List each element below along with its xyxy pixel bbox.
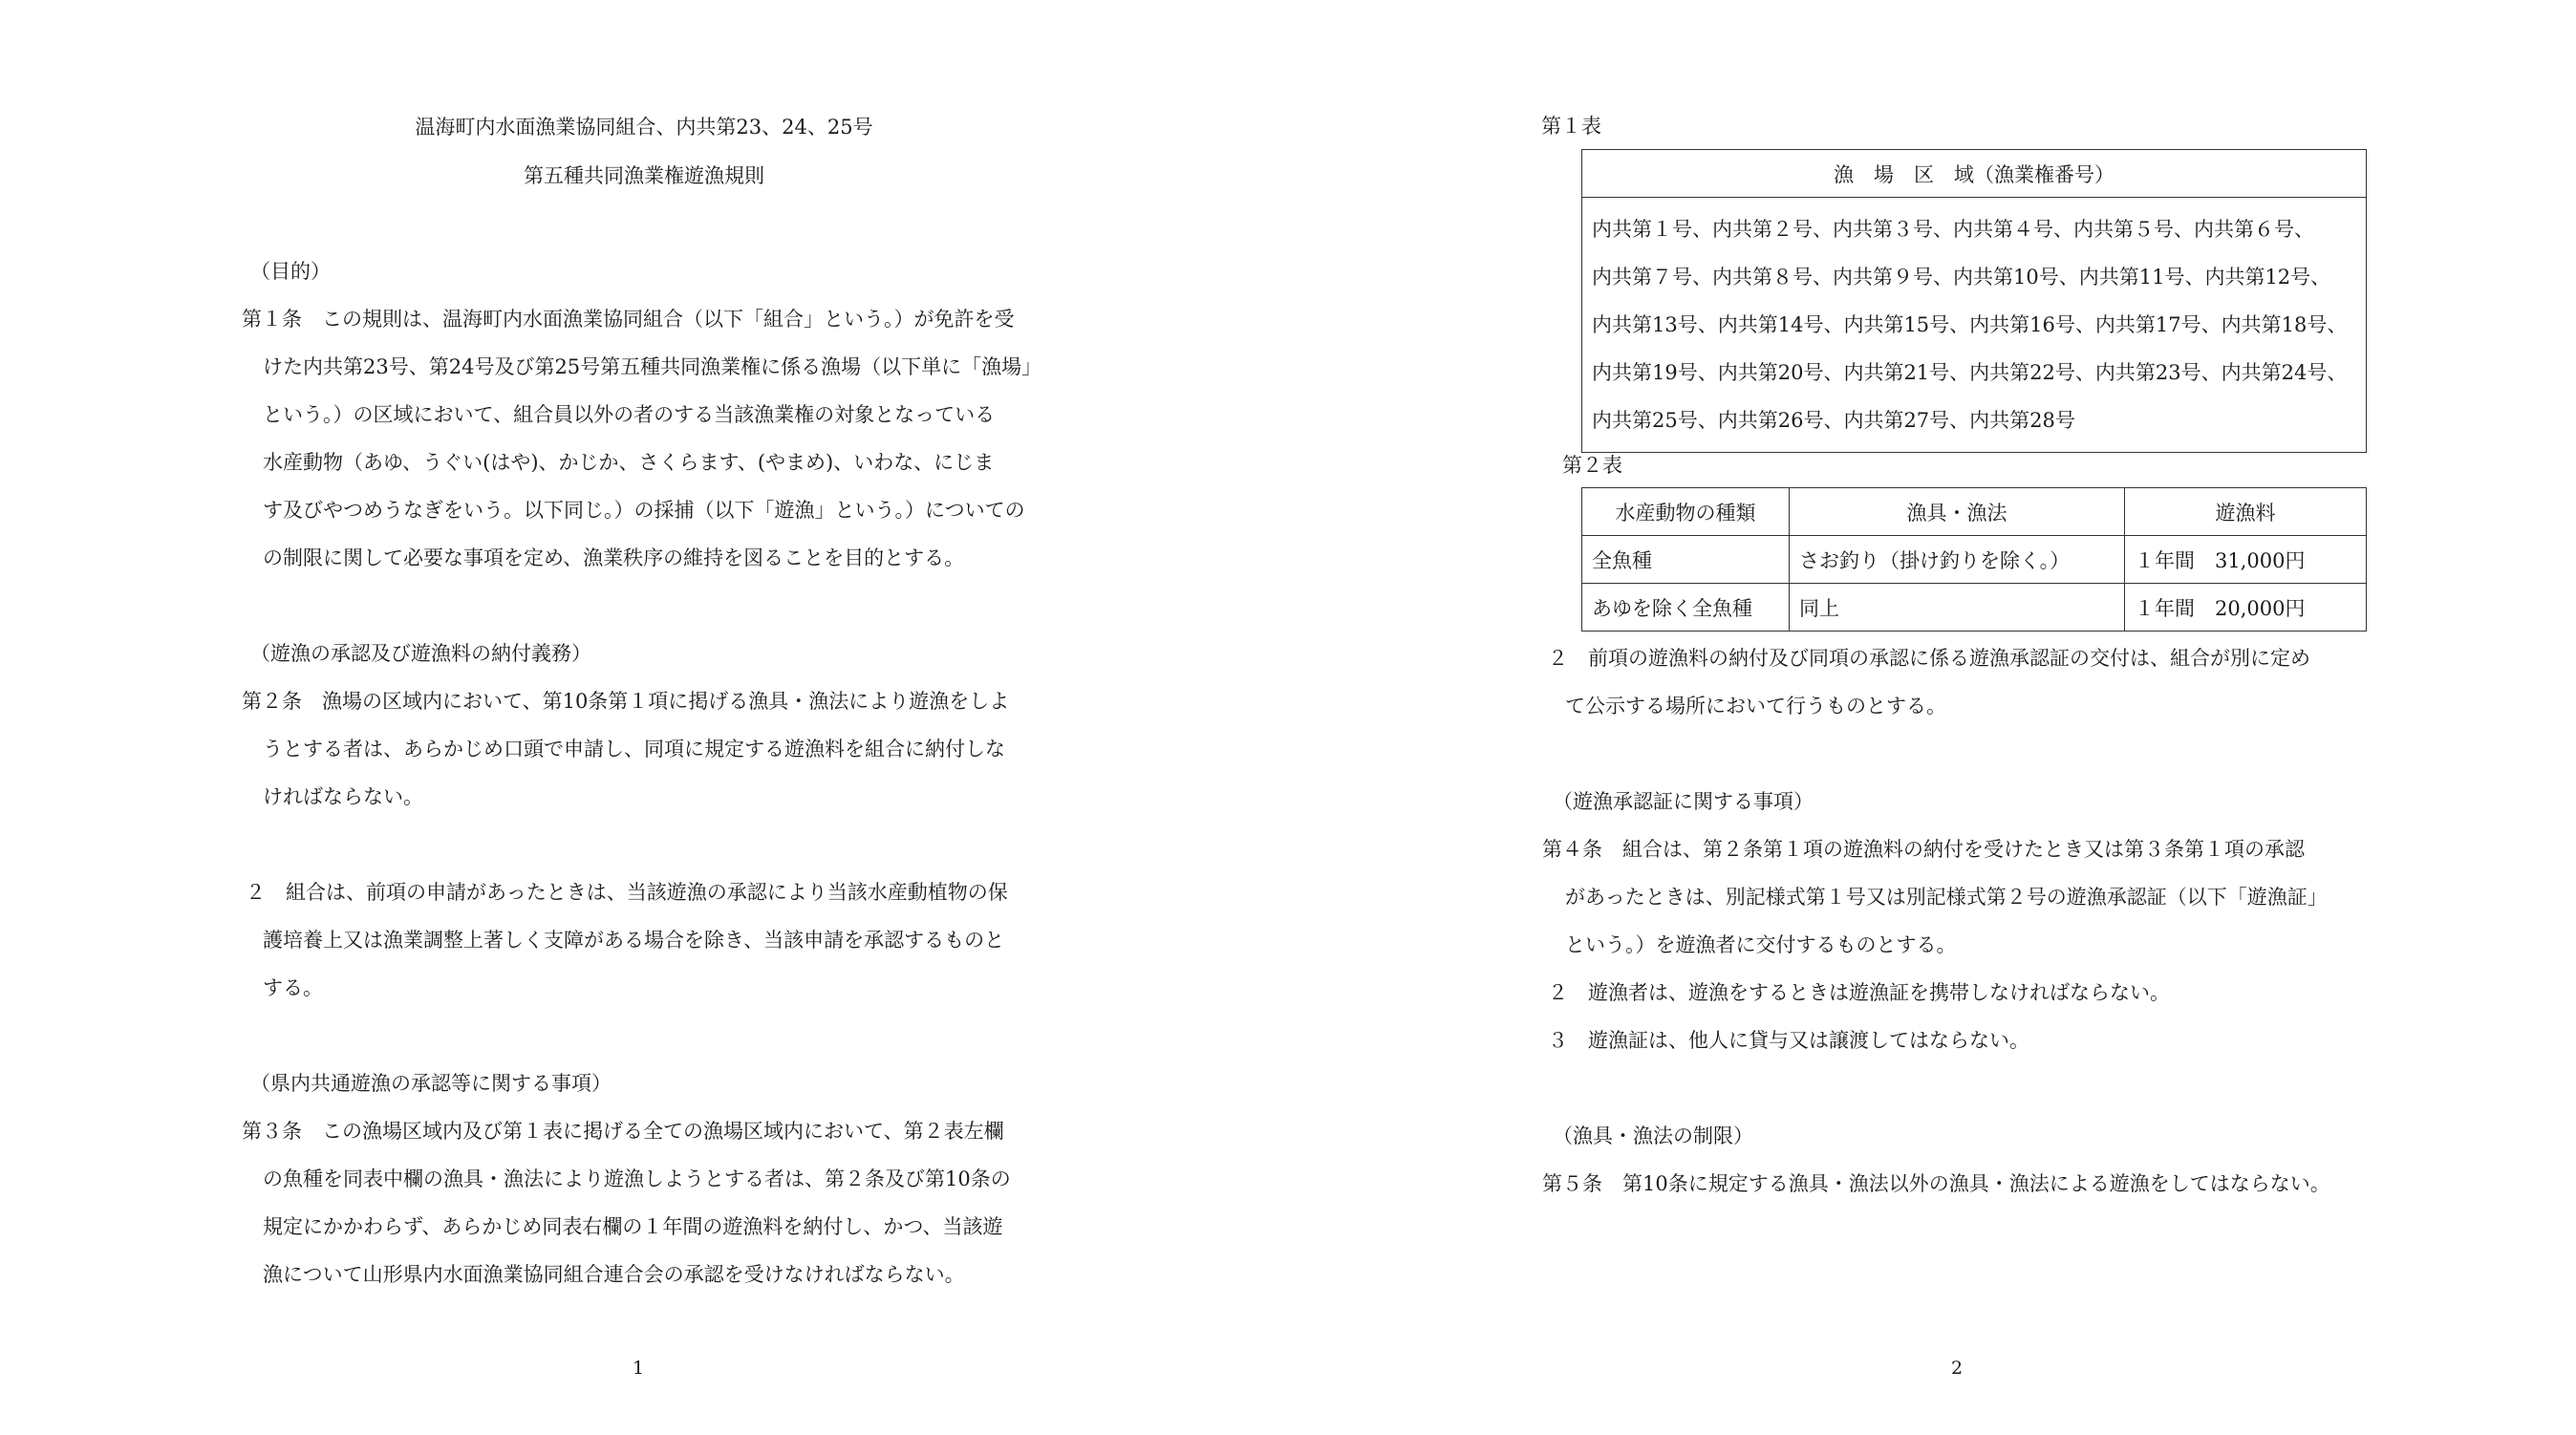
table-1-caption: 第１表 [1541, 115, 1601, 138]
article-3-heading: （県内共通遊漁の承認等に関する事項） [250, 1072, 612, 1095]
rule-title-line-2: 第五種共同漁業権遊漁規則 [524, 164, 764, 187]
table-header-cell: 漁 場 区 域（漁業権番号） [1582, 150, 2367, 198]
article-2-paragraph-2-line: ２ 組合は、前項の申請があったときは、当該遊漁の承認により当該水産動植物の保 [246, 881, 1008, 904]
table-cell: １年間 20,000円 [2125, 584, 2367, 632]
fee-table [1581, 487, 2367, 632]
document-page-2 [1288, 0, 2576, 1435]
table-row [1582, 536, 2367, 584]
article-2-line: うとする者は、あらかじめ口頭で申請し、同項に規定する遊漁料を組合に納付しな [263, 738, 1005, 760]
table-cell-line: 内共第７号、内共第８号、内共第９号、内共第10号、内共第11号、内共第12号、 [1592, 266, 2331, 289]
article-3-line: の魚種を同表中欄の漁具・漁法により遊漁しようとする者は、第２条及び第10条の [263, 1167, 1011, 1190]
table-cell: 同上 [1790, 584, 2125, 632]
article-1-line: 水産動物（あゆ、うぐい(はや)、かじか、さくらます、(やまめ)、いわな、にじま [263, 451, 995, 474]
table-cell: あゆを除く全魚種 [1582, 584, 1790, 632]
rule-title-line-1: 温海町内水面漁業協同組合、内共第23、24、25号 [415, 116, 873, 139]
article-2-line: 第２条 漁場の区域内において、第10条第１項に掲げる漁具・漁法により遊漁をしよ [242, 690, 1010, 713]
article-1-heading: （目的） [250, 260, 331, 283]
article-3-paragraph-2-line: て公示する場所において行うものとする。 [1565, 695, 1946, 718]
article-2-line: ければならない。 [263, 785, 423, 808]
table-cell [1582, 198, 2367, 453]
table-cell-line: 内共第１号、内共第２号、内共第３号、内共第４号、内共第５号、内共第６号、 [1592, 218, 2314, 241]
article-3-line: 規定にかかわらず、あらかじめ同表右欄の１年間の遊漁料を納付し、かつ、当該遊 [263, 1215, 1003, 1238]
article-1-line: という。）の区域において、組合員以外の者のする当該漁業権の対象となっている [263, 403, 996, 426]
table-header-cell: 水産動物の種類 [1582, 488, 1790, 536]
article-1-line: 第１条 この規則は、温海町内水面漁業協同組合（以下「組合」という。）が免許を受 [242, 308, 1015, 331]
article-5-line: 第５条 第10条に規定する漁具・漁法以外の漁具・漁法による遊漁をしてはならない。 [1542, 1172, 2330, 1195]
article-3-line: 漁について山形県内水面漁業協同組合連合会の承認を受けなければならない。 [263, 1263, 965, 1286]
article-1-line: けた内共第23号、第24号及び第25号第五種共同漁業権に係る漁場（以下単に「漁場」 [263, 355, 1042, 378]
table-cell-line: 内共第19号、内共第20号、内共第21号、内共第22号、内共第23号、内共第24号、 [1592, 361, 2348, 384]
article-2-paragraph-2-line: する。 [263, 976, 323, 999]
table-cell-line: 内共第25号、内共第26号、内共第27号、内共第28号 [1592, 409, 2075, 432]
article-2-paragraph-2-line: 護培養上又は漁業調整上著しく支障がある場合を除き、当該申請を承認するものと [263, 929, 1005, 952]
table-header-row [1582, 488, 2367, 536]
article-4-line: 第４条 組合は、第２条第１項の遊漁料の納付を受けたとき又は第３条第１項の承認 [1542, 838, 2305, 861]
table-cell: １年間 31,000円 [2125, 536, 2367, 584]
fishing-area-table [1581, 149, 2367, 453]
article-4-paragraph-2: ２ 遊漁者は、遊漁をするときは遊漁証を携帯しなければならない。 [1548, 981, 2170, 1004]
table-row [1582, 198, 2367, 453]
article-4-paragraph-3: ３ 遊漁証は、他人に貸与又は譲渡してはならない。 [1548, 1029, 2029, 1052]
page-number: 1 [633, 1358, 645, 1379]
article-3-paragraph-2-line: ２ 前項の遊漁料の納付及び同項の承認に係る遊漁承認証の交付は、組合が別に定め [1548, 647, 2310, 670]
article-5-heading: （漁具・漁法の制限） [1553, 1124, 1753, 1147]
page-number: 2 [1951, 1358, 1964, 1379]
table-header-row [1582, 150, 2367, 198]
table-cell: さお釣り（掛け釣りを除く。） [1790, 536, 2125, 584]
table-cell-line: 内共第13号、内共第14号、内共第15号、内共第16号、内共第17号、内共第18号、 [1592, 313, 2348, 336]
table-header-cell: 漁具・漁法 [1790, 488, 2125, 536]
table-cell: 全魚種 [1582, 536, 1790, 584]
article-1-line: の制限に関して必要な事項を定め、漁業秩序の維持を図ることを目的とする。 [263, 546, 965, 569]
article-4-line: という。）を遊漁者に交付するものとする。 [1565, 933, 1957, 956]
table-header-cell: 遊漁料 [2125, 488, 2367, 536]
table-row [1582, 584, 2367, 632]
article-3-line: 第３条 この漁場区域内及び第１表に掲げる全ての漁場区域内において、第２表左欄 [242, 1120, 1004, 1143]
article-4-heading: （遊漁承認証に関する事項） [1553, 790, 1814, 813]
article-4-line: があったときは、別記様式第１号又は別記様式第２号の遊漁承認証（以下「遊漁証」 [1565, 886, 2328, 909]
article-1-line: す及びやつめうなぎをいう。以下同じ。）の採捕（以下「遊漁」という。）についての [263, 499, 1025, 522]
table-2-caption: 第２表 [1562, 454, 1622, 477]
article-2-heading: （遊漁の承認及び遊漁料の納付義務） [250, 642, 591, 665]
